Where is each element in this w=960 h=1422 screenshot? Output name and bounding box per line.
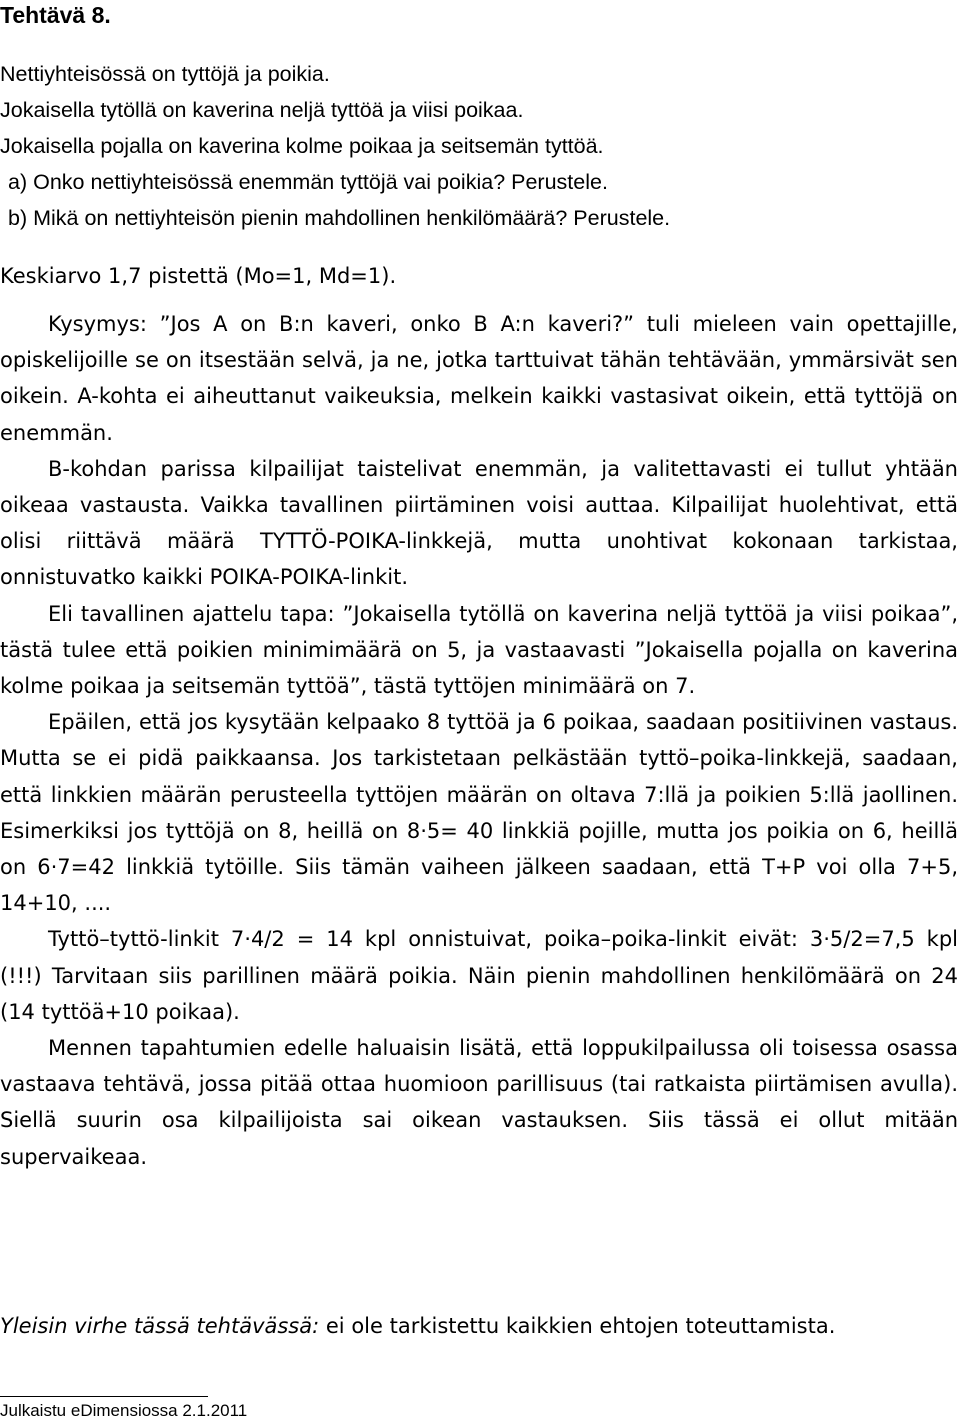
footnote-divider: [0, 1396, 208, 1397]
paragraph: Mennen tapahtumien edelle haluaisin lisätä, että loppukilpailussa oli toisessa osassa vastaava tehtävä, jossa pitää ottaa huomioon parillisuus (tai ratkaista piirtämisen avulla). Siellä suurin osa kilpailijoista sai oikean vastauksen. Siis tässä ei ollut mitään supervaikeaa.: [0, 1036, 958, 1169]
task-title: Tehtävä 8.: [0, 2, 111, 28]
conclusion: [0, 1308, 835, 1344]
conclusion-label: Yleisin virhe tässä tehtävässä:: [0, 1314, 320, 1338]
task-statement: [0, 56, 960, 236]
question-b: b) Mikä on nettiyhteisön pienin mahdollinen henkilömäärä? Perustele.: [8, 206, 671, 230]
paragraph: B-kohdan parissa kilpailijat taistelivat enemmän, ja valitettavasti ei tullut yhtään oikeaa vastausta. Vaikka tavallinen piirtäminen voisi auttaa. Kilpailijat huolehtivat, että olisi riittävä määrä TYTTÖ-POIKA-linkkejä, mutta unohtivat kokonaan tarkistaa, onnistuvatko kaikki POIKA-POIKA-linkit.: [0, 456, 958, 590]
paragraph: Eli tavallinen ajattelu tapa: ”Jokaisella tytöllä on kaverina neljä tyttöä ja viisi poikaa”, tästä tulee että poikien minimimäärä on 5, ja vastaavasti ”Jokaisella pojalla on kaverina kolme poikaa ja seitsemän tyttöä”, tästä tyttöjen minimäärä on 7.: [0, 601, 958, 699]
paragraph: Tyttö–tyttö-linkit 7⋅4/2 = 14 kpl onnistuivat, poika–poika-linkit eivät: 3⋅5/2=7,5 kpl (!!!) Tarvitaan siis parillinen määrä poikia. Näin pienin mahdollinen henkilömäärä on 24 (14 tyttöä+10 poikaa).: [0, 927, 958, 1024]
question-a: a) Onko nettiyhteisössä enemmän tyttöjä vai poikia? Perustele.: [8, 170, 608, 194]
task-line: Nettiyhteisössä on tyttöjä ja poikia.: [0, 62, 330, 86]
conclusion-text: ei ole tarkistettu kaikkien ehtojen toteuttamista.: [325, 1314, 836, 1338]
commentary: [0, 306, 958, 1175]
task-line: Jokaisella tytöllä on kaverina neljä tyttöä ja viisi poikaa.: [0, 98, 524, 122]
paragraph: Kysymys: ”Jos A on B:n kaveri, onko B A:n kaveri?” tuli mieleen vain opettajille, opiskelijoille se on itsestään selvä, ja ne, jotka tarttuivat tähän tehtävään, ymmärsivät sen oikein. A-kohta ei aiheuttanut vaikeuksia, melkein kaikki vastasivat oikein, että tyttöjä on enemmän.: [0, 312, 958, 445]
paragraph: Epäilen, että jos kysytään kelpaako 8 tyttöä ja 6 poikaa, saadaan positiivinen vastaus. Mutta se ei pidä paikkaansa. Jos tarkistetaan pelkästään tyttö–poika-linkkejä, saadaan, että linkkien määrän perusteella tyttöjen määrän on oltava 7:llä ja poikien 5:llä jaollinen. Esimerkiksi jos tyttöjä on 8, heillä on 8⋅5= 40 linkkiä pojille, mutta jos poikia on 6, heillä on 6⋅7=42 linkkiä tytöille. Siis tämän vaiheen jälkeen saadaan, että T+P voi olla 7+5, 14+10, ....: [0, 710, 958, 916]
average-score: Keskiarvo 1,7 pistettä (Mo=1, Md=1).: [0, 264, 397, 288]
task-line: Jokaisella pojalla on kaverina kolme poikaa ja seitsemän tyttöä.: [0, 134, 604, 158]
publication-note: Julkaistu eDimensiossa 2.1.2011: [0, 1401, 248, 1420]
